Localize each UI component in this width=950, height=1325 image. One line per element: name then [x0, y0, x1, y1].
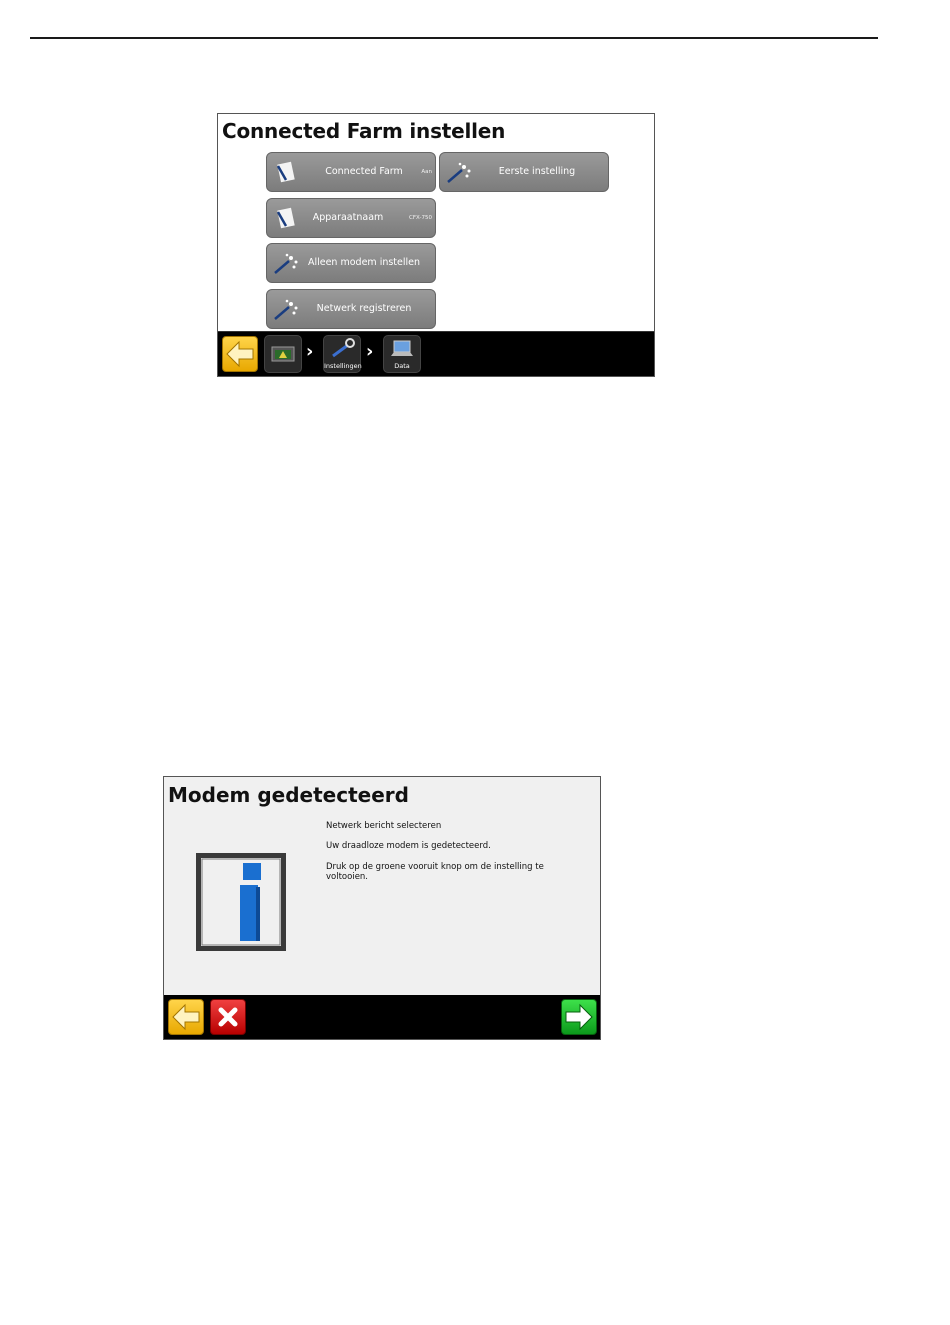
- apparaatnaam-value: CFX-750: [409, 215, 432, 221]
- close-icon: [211, 1000, 245, 1034]
- wand-sparkle-icon: [446, 160, 472, 186]
- breadcrumb-instellingen-label: Instellingen: [324, 362, 362, 370]
- info-icon: [196, 853, 286, 951]
- breadcrumb-data[interactable]: [383, 335, 421, 373]
- arrow-left-icon: [169, 1000, 203, 1034]
- connected-farm-value: Aan: [421, 169, 432, 175]
- notepad-pencil-icon: [273, 206, 299, 232]
- back-button[interactable]: [222, 336, 258, 372]
- message-line-3: Druk op de groene vooruit knop om de instelling te voltooien.: [326, 862, 544, 882]
- bottom-navigation-bar: [164, 995, 600, 1039]
- eerste-instelling-button[interactable]: [439, 152, 609, 192]
- page-title: Modem gedetecteerd: [168, 783, 409, 807]
- laptop-icon: [384, 336, 420, 362]
- arrow-right-icon: [562, 1000, 596, 1034]
- home-screen-icon: [265, 336, 301, 372]
- breadcrumb-data-label: Data: [394, 362, 410, 370]
- breadcrumb-instellingen[interactable]: [323, 335, 361, 373]
- connected-farm-label: Connected Farm: [325, 166, 403, 177]
- chevron-right-icon: ›: [366, 341, 374, 362]
- back-button[interactable]: [168, 999, 204, 1035]
- wand-sparkle-icon: [273, 251, 299, 277]
- alleen-modem-instellen-button[interactable]: [266, 243, 436, 283]
- connected-farm-button[interactable]: [266, 152, 436, 192]
- netwerk-registreren-label: Netwerk registreren: [316, 303, 412, 314]
- next-button[interactable]: [561, 999, 597, 1035]
- notepad-pencil-icon: [273, 160, 299, 186]
- message-line-2: Uw draadloze modem is gedetecteerd.: [326, 841, 491, 851]
- apparaatnaam-label: Apparaatnaam: [312, 212, 384, 223]
- alleen-modem-instellen-label: Alleen modem instellen: [307, 257, 421, 268]
- arrow-left-icon: [223, 337, 257, 371]
- wand-sparkle-icon: [273, 297, 299, 323]
- breadcrumb-home[interactable]: [264, 335, 302, 373]
- modem-detected-screen: [163, 776, 601, 1040]
- chevron-right-icon: ›: [306, 341, 314, 362]
- message-line-1: Netwerk bericht selecteren: [326, 821, 442, 831]
- page-title: Connected Farm instellen: [222, 119, 506, 143]
- netwerk-registreren-button[interactable]: [266, 289, 436, 329]
- apparaatnaam-button[interactable]: [266, 198, 436, 238]
- eerste-instelling-label: Eerste instelling: [498, 166, 576, 177]
- connected-farm-setup-screen: [217, 113, 655, 377]
- bottom-navigation-bar: [218, 331, 654, 376]
- wrench-icon: [324, 336, 360, 362]
- page-top-rule: [30, 37, 878, 39]
- cancel-button[interactable]: [210, 999, 246, 1035]
